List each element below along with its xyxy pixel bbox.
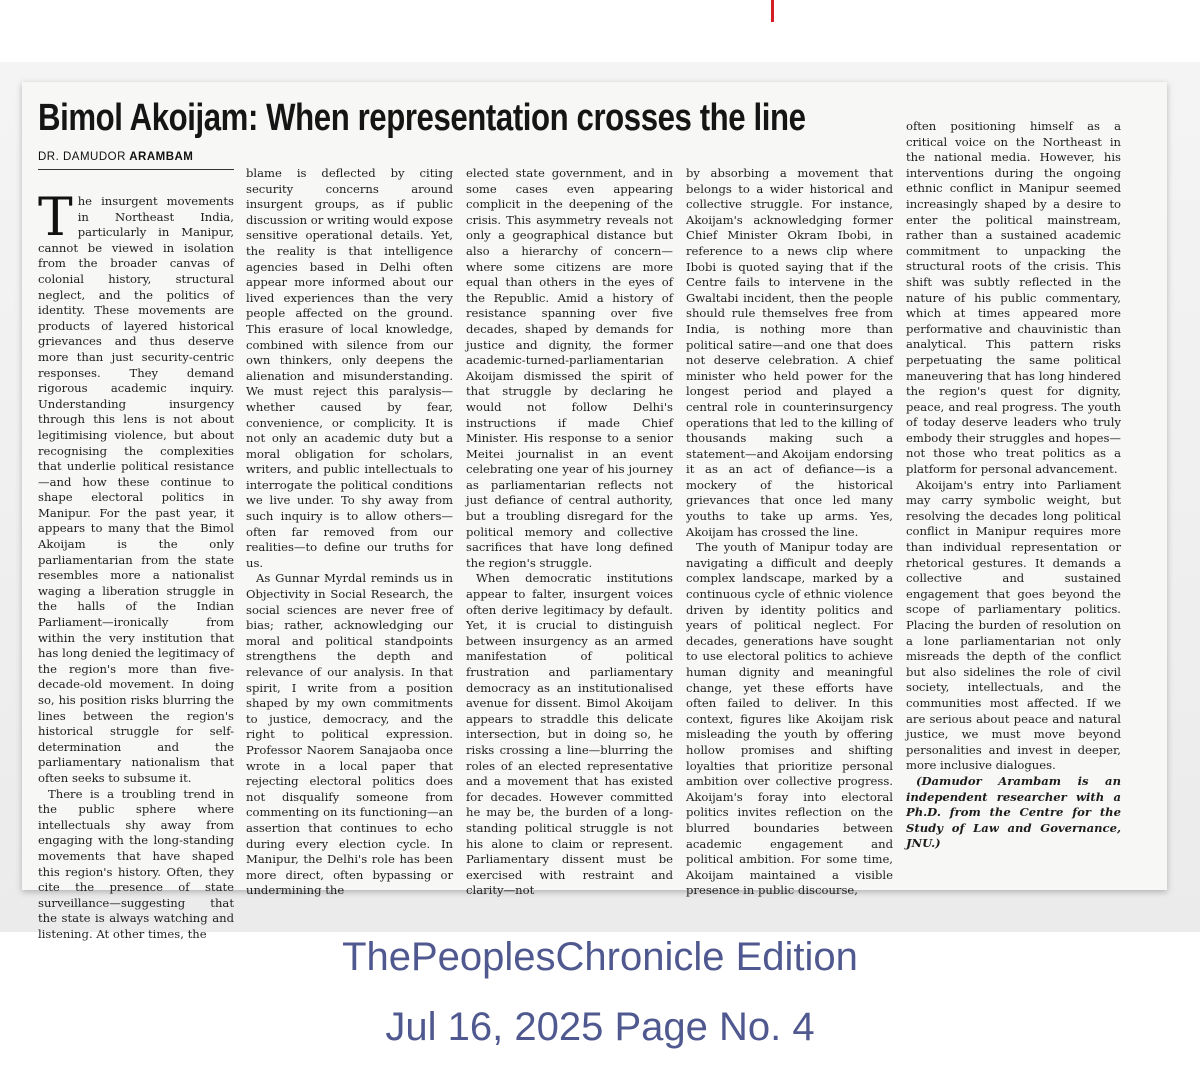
column-3 — [466, 166, 673, 899]
newspaper-clipping — [22, 82, 1167, 941]
paragraph: often positioning himself as a critical voice on the Northeast in the national media. However, his interventions during the ongoing ethnic conflict in Manipur seemed increasingly shaped by a desire to enter the political mainstream, rather than a sustained academic commitment to unpacking the structural roots of the crisis. This shift was subtly reflected in the nature of his public commentary, which at times appeared more performative and chauvinistic than analytical. This pattern risks perpetuating the same political maneuvering that has long hindered the region's quest for dignity, peace, and real progress. The youth of today deserve leaders who truly embody their struggles and hopes—not those who treat politics as a platform for personal advancement. — [906, 119, 1121, 477]
red-accent-mark — [771, 0, 774, 22]
paragraph: The youth of Manipur today are navigating a difficult and deeply complex landscape, marked by a continuous cycle of ethnic violence driven by identity politics and years of political neglect. For decades, generations have sought to use electoral politics to achieve human dignity and meaningful change, yet these efforts have often failed to deliver. In this context, figures like Akoijam risk misleading the youth by offering hollow promises and shifting loyalties that prioritize personal ambition over collective progress. Akoijam's foray into electoral politics invites reflection on the blurred boundaries between academic engagement and political ambition. For some time, Akoijam maintained a visible presence in public discourse, — [686, 540, 893, 898]
byline-prefix: DR. DAMUDOR — [38, 151, 126, 163]
paragraph: When democratic institutions appear to falter, insurgent voices often derive legitimacy by default. Yet, it is crucial to distinguish between insurgency as an armed manifestation of political frustration and parliamentary democracy as an institutionalised avenue for dissent. Bimol Akoijam appears to straddle this delicate intersection, but in doing so, he risks crossing a line—blurring the roles of an elected representative and a movement that has existed for decades. However committed he may be, the burden of a long-standing political struggle is not his alone to claim or represent. Parliamentary dissent must be exercised with restraint and clarity—not — [466, 571, 673, 898]
paragraph: There is a troubling trend in the public sphere where intellectuals shy away from engaging with the long-standing movements that have shaped this region's history. Often, they cite the presence of state surveillance—suggesting that the state is always watching and listening. At other times, the — [38, 786, 234, 941]
column-4 — [686, 166, 893, 899]
edition-caption: ThePeoplesChronicle Edition — [342, 935, 858, 979]
paragraph: by absorbing a movement that belongs to a wider historical and collective struggle. For instance, Akoijam's acknowledging former Chief Minister Okram Ibobi, in reference to a news clip where Ibobi is quoted saying that if the Centre fails to intervene in the Gwaltabi incident, then the people should rule themselves free from India, is nothing more than political satire—and one that does not deserve celebration. A chief minister who held power for the longest period and played a central role in counterinsurgency operations that led to the killing of thousands making such a statement—and Akoijam endorsing it as an act of defiance—is a mockery of the historical grievances that once led many youths to take up arms. Yes, Akoijam has crossed the line. — [686, 166, 893, 539]
paragraph: blame is deflected by citing security concerns around insurgent groups, as if public discussion or writing would expose sensitive operational details. Yet, the reality is that intelligence agencies based in Delhi often appear more informed about our lived experiences than the very people affected on the ground. This erasure of local knowledge, combined with silence from our own thinkers, only deepens the alienation and misunderstanding. We must reject this paralysis—whether caused by fear, convenience, or complicity. It is not only an academic duty but a moral obligation for scholars, writers, and public intellectuals to interrogate the political conditions we live under. To shy away from such inquiry is to allow others—often far removed from our realities—to define our truths for us. — [246, 166, 453, 570]
paragraph-text: he insurgent movements in Northeast India, particularly in Manipur, cannot be viewed in isolation from the broader canvas of colonial history, structural neglect, and the politics of identity. These movements are products of layered historical grievances and thus deserve more than just security-centric responses. They demand rigorous academic inquiry. Understanding insurgency through this lens is not about legitimising violence, but about recognising the complexities that underlie political resistance—and how these continue to shape electoral politics in Manipur. For the past year, it appears to many that the Bimol Akoijam is the only parliamentarian from the state resembles more a nationalist waging a liberation struggle in the halls of the Indian Parliament—ironically from within the very institution that has long denied the legitimacy of the region's more than five-decade-old movement. In doing so, his position risks blurring the lines between the region's historical struggle for self-determination and the parliamentary nationalism that often seeks to subsume it. — [38, 194, 234, 785]
top-margin — [0, 0, 1200, 55]
column-5 — [906, 119, 1121, 852]
date-page-caption: Jul 16, 2025 Page No. 4 — [385, 1005, 815, 1049]
author-bio: (Damudor Arambam is an independent researcher with a Ph.D. from the Centre for the Study of Law and Governance, JNU.) — [906, 773, 1121, 851]
byline-name: ARAMBAM — [129, 151, 194, 163]
headline: Bimol Akoijam: When representation crosses the line — [38, 97, 806, 139]
paragraph: Akoijam's entry into Parliament may carry symbolic weight, but resolving the decades long political conflict in Manipur requires more than individual representation or rhetorical gestures. It demands a collective and sustained engagement that goes beyond the scope of parliamentary politics. Placing the burden of resolution on a lone parliamentarian not only misreads the depth of the conflict but also sidelines the role of civil society, intellectuals, and the communities most affected. If we are serious about peace and natural justice, we must move beyond personalities and invest in deeper, more inclusive dialogues. — [906, 477, 1121, 773]
column-1 — [38, 188, 234, 943]
paragraph: As Gunnar Myrdal reminds us in Objectivity in Social Research, the social sciences are never free of bias; rather, acknowledging our moral and political standpoints strengthens the depth and relevance of our analysis. In that spirit, I write from a position shaped by my own commitments to justice, democracy, and the right to political expression. Professor Naorem Sanajaoba once wrote in a local paper that rejecting electoral politics does not disqualify someone from commenting on its functioning—an assertion that continues to echo during every election cycle. In Manipur, the Delhi's role has been more direct, often bypassing or undermining the — [246, 571, 453, 898]
drop-cap: T — [38, 188, 73, 248]
column-2 — [246, 166, 453, 899]
byline — [38, 151, 234, 170]
paragraph: elected state government, and in some cases even appearing complicit in the deepening of the crisis. This asymmetry reveals not only a geographical distance but also a hierarchy of concern—where some citizens are more equal than others in the eyes of the Republic. Amid a history of resistance spanning over five decades, shaped by demands for justice and dignity, the former academic-turned-parliamentarian Akoijam dismissed the spirit of that struggle by declaring he would not follow Delhi's instructions if made Chief Minister. His response to a senior Meitei journalist in an event celebrating one year of his journey as parliamentarian reflects not just defiance of central authority, but a troubling disregard for the political memory and collective sacrifices that have long defined the region's struggle. — [466, 166, 673, 570]
paragraph — [38, 188, 234, 787]
